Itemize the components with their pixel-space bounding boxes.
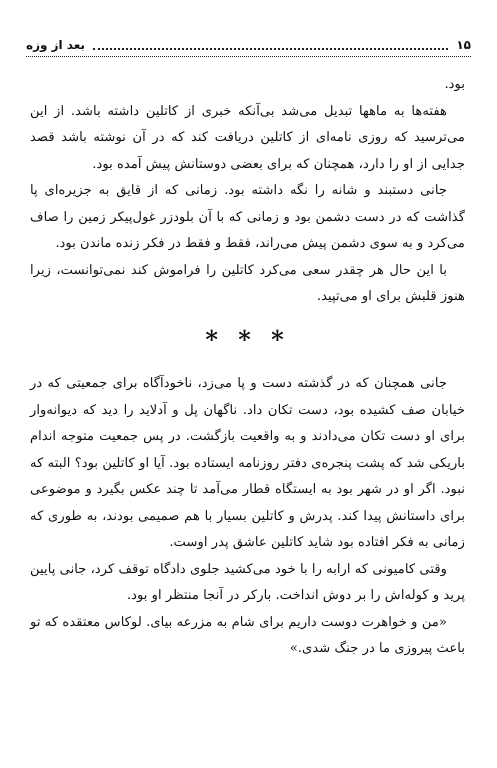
paragraph: بود.	[444, 77, 465, 92]
paragraph: با این حال هر چقدر سعی می‌کرد کاتلین را فراموش کند نمی‌توانست، زیرا هنوز قلبش برای او می‌تپید.	[30, 262, 465, 304]
paragraph: جانی دستبند و شانه را نگه داشته بود. زمانی که از قایق به جزیره‌ای پا گذاشت که در دست دشمن بود و زمانی که با آن بلودزر غول‌پیکر زمین را صاف می‌کرد و به سوی دشمن پیش می‌راند، فقط و فقط در فکر زنده ماندن بود.	[30, 183, 465, 251]
paragraph: «من و خواهرت دوست داریم برای شام به مزرعه بیای. لوکاس معتقده که تو باعث پیروزی ما در جنگ شدی.»	[30, 614, 465, 656]
paragraph: جانی همچنان که در گذشته دست و پا می‌زد، ناخودآگاه برای جمعیتی که در خیابان صف کشیده بود، دست تکان داد. ناگهان پل و آدلاید را دید که دیوانه‌وار برای او دست تکان می‌دادند و به واقعیت بازگشت. در پس جمعیت متوجه اندام باریکی شد که پشت پنجره‌ی دفتر روزنامه ایستاده بود. آیا او کاتلین بود؟ البته که نبود. اگر او در شهر بود به ایستگاه قطار می‌آمد تا چند عکس بگیرد و موضوعی برای داستانش پیدا کند. پدرش و کاتلین بسیار با هم صمیمی بودند، به طوری که زمانی به فکر افتاده بود شاید کاتلین عاشق پدر اوست.	[30, 376, 465, 550]
page-body	[30, 72, 465, 663]
paragraph: وقتی کامیونی که ارابه را با خود می‌کشید جلوی دادگاه توقف کرد، جانی پایین پرید و کوله‌اش را بر دوش انداخت. بارکر در آنجا منتظر او بود.	[30, 561, 465, 603]
running-header	[26, 34, 471, 57]
paragraph: هفته‌ها به ماهها تبدیل می‌شد بی‌آنکه خبری از کاتلین داشته باشد. از این می‌ترسید که روزی نامه‌ای از کاتلین دریافت کند که در آن نوشته باشد قصد جدایی از او را دارد، همچنان که برای بعضی دوستانش پیش آمده بود.	[30, 103, 465, 172]
header-dotted-leader	[93, 40, 448, 50]
running-title: بعد از وزه	[26, 38, 86, 52]
page-number: ۱۵	[456, 38, 471, 52]
section-separator: * * *	[205, 324, 290, 354]
